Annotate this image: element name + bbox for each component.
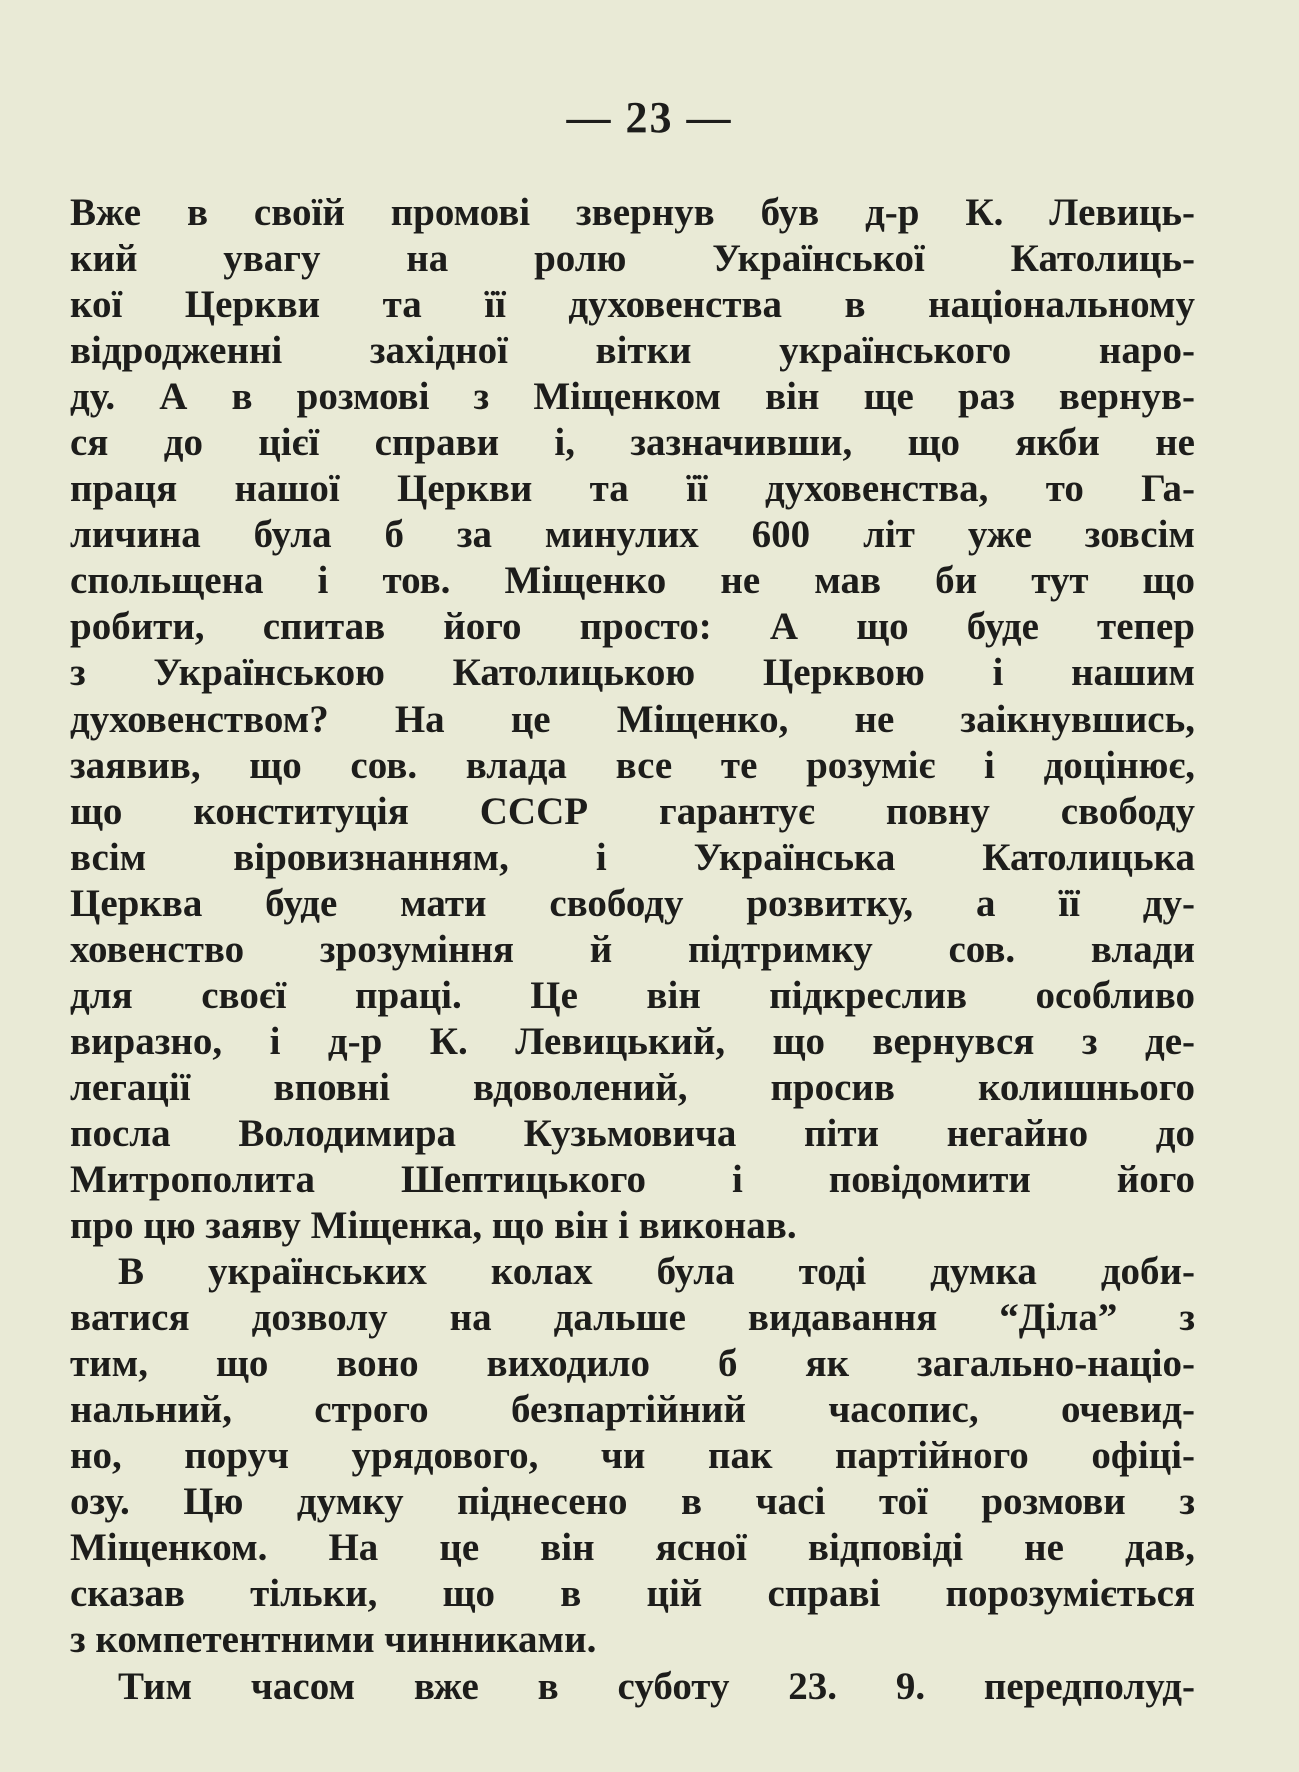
text-line: нальний, строго безпартійний часопис, очевид- xyxy=(70,1388,1195,1432)
text-line: кий увагу на ролю Української Католиць- xyxy=(70,237,1195,281)
text-line: про цю заяву Міщенка, що він і виконав. xyxy=(70,1204,797,1248)
text-line: робити, спитав його просто: А що буде тепер xyxy=(70,605,1195,649)
body-text xyxy=(70,190,1195,1710)
text-line: ду. А в розмові з Міщенком він ще раз вернув- xyxy=(70,375,1195,419)
text-line: сказав тільки, що в цій справі порозуміється xyxy=(70,1572,1195,1616)
page-number: — 23 — xyxy=(566,93,733,142)
text-line: що конституція СССР гарантує повну свободу xyxy=(70,789,1195,833)
text-line: Митрополита Шептицького і повідомити його xyxy=(70,1157,1195,1201)
text-line: відродженні західної вітки українського наро- xyxy=(70,329,1195,373)
text-line: з Українською Католицькою Церквою і нашим xyxy=(70,651,1195,695)
text-line: кої Церкви та її духовенства в національному xyxy=(70,283,1195,327)
text-line: но, поруч урядового, чи пак партійного офіці- xyxy=(70,1434,1195,1478)
text-line: для своєї праці. Це він підкреслив особливо xyxy=(70,973,1195,1017)
text-line: Міщенком. На це він ясної відповіді не дав, xyxy=(70,1526,1195,1570)
text-line: праця нашої Церкви та її духовенства, то Га- xyxy=(70,467,1195,511)
text-line: легації вповні вдоволений, просив колишнього xyxy=(70,1065,1195,1109)
text-line: Вже в своїй промові звернув був д-р К. Левиць- xyxy=(70,191,1195,234)
text-line: посла Володимира Кузьмовича піти негайно до xyxy=(70,1111,1195,1155)
text-line: всім віровизнанням, і Українська Католицька xyxy=(70,835,1195,879)
text-line: заявив, що сов. влада все те розуміє і доцінює, xyxy=(70,743,1195,787)
text-line: В українських колах була тоді думка доби- xyxy=(118,1250,1195,1294)
text-line: з компетентними чинниками. xyxy=(70,1618,597,1662)
text-line: озу. Цю думку піднесено в часі тої розмови з xyxy=(70,1480,1195,1524)
text-line: личина була б за минулих 600 літ уже зовсім xyxy=(70,513,1195,557)
text-line: ся до цієї справи і, зазначивши, що якби не xyxy=(70,421,1195,465)
text-line: тим, що воно виходило б як загально-націо- xyxy=(70,1342,1195,1386)
text-line: духовенством? На це Міщенко, не заікнувшись, xyxy=(70,697,1195,741)
text-line: виразно, і д-р К. Левицький, що вернувся з де- xyxy=(70,1019,1195,1063)
text-line: ватися дозволу на дальше видавання “Діла” з xyxy=(70,1296,1195,1340)
text-line: Церква буде мати свободу розвитку, а її ду- xyxy=(70,881,1195,925)
text-line: ховенство зрозуміння й підтримку сов. влади xyxy=(70,927,1195,971)
text-line: Тим часом вже в суботу 23. 9. передполуд- xyxy=(118,1664,1195,1708)
text-line: спольщена і тов. Міщенко не мав би тут що xyxy=(70,559,1195,603)
